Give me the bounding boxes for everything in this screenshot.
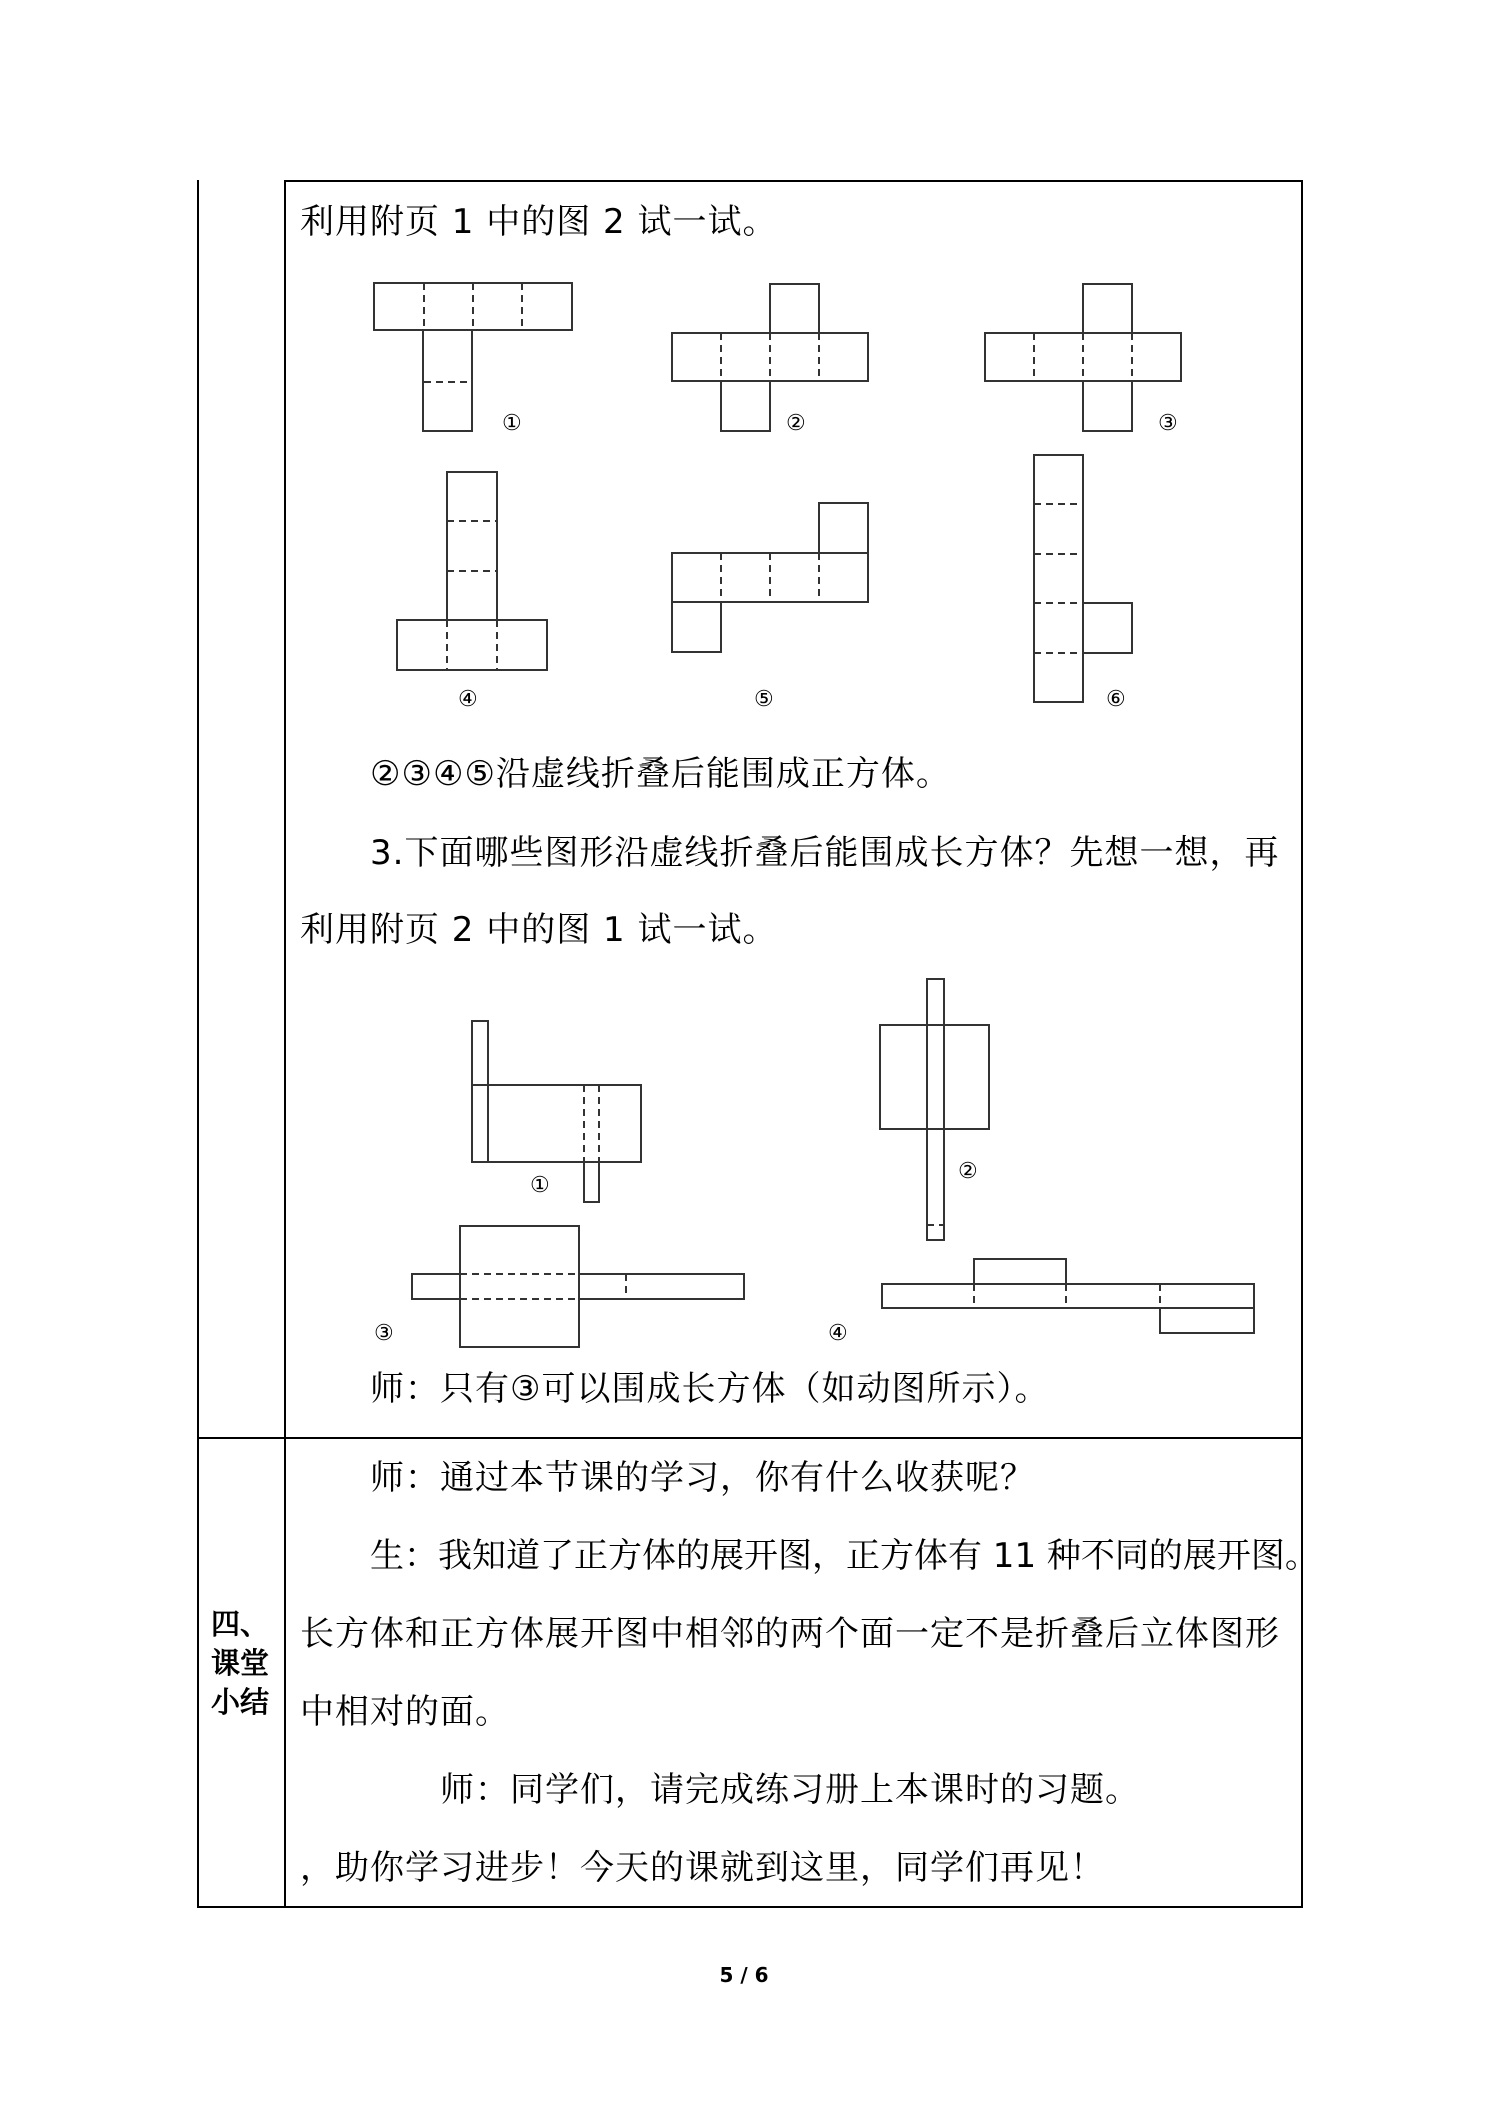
cuboid-net-1 [472,1021,641,1202]
net-label-6: ⑥ [1106,687,1127,712]
summary-line-6: ，助你学习进步！今天的课就到这里，同学们再见！ [300,1848,1105,1888]
summary-label-line-3: 小结 [210,1685,269,1719]
question-3-line-1: 3.下面哪些图形沿虚线折叠后能围成长方体？先想一想，再 [370,833,1280,873]
cuboid-net-4 [882,1259,1254,1333]
summary-label-line-1: 四、 [210,1607,269,1641]
cuboid-label-1: ① [530,1173,551,1198]
page-indicator: 5 / 6 [719,1963,769,1987]
net-label-1: ① [502,411,523,436]
net-label-3: ③ [1158,411,1179,436]
cuboid-label-4: ④ [828,1321,849,1346]
cuboid-net-2 [880,979,989,1240]
table-bottom-border [197,1906,1303,1908]
cuboid-net-3 [412,1226,744,1347]
question-3-line-2: 利用附页 2 中的图 1 试一试。 [300,910,778,950]
cuboid-label-2: ② [958,1159,979,1184]
instruction-line-1: 利用附页 1 中的图 2 试一试。 [300,202,778,242]
table-row-divider [197,1437,1303,1439]
answer-line-1: ②③④⑤沿虚线折叠后能围成正方体。 [370,754,951,794]
net-label-5: ⑤ [754,687,775,712]
summary-line-5: 师：同学们，请完成练习册上本课时的习题。 [440,1770,1140,1810]
answer-line-2: 师：只有③可以围成长方体（如动图所示）。 [370,1369,1050,1409]
summary-line-3: 长方体和正方体展开图中相邻的两个面一定不是折叠后立体图形 [300,1614,1280,1654]
summary-line-4: 中相对的面。 [300,1692,510,1732]
net-label-4: ④ [458,687,479,712]
summary-line-1: 师：通过本节课的学习，你有什么收获呢？ [370,1458,1035,1498]
summary-line-2: 生：我知道了正方体的展开图，正方体有 11 种不同的展开图。 [370,1536,1319,1576]
cuboid-label-3: ③ [374,1321,395,1346]
summary-label-line-2: 课堂 [210,1646,269,1680]
net-label-2: ② [786,411,807,436]
